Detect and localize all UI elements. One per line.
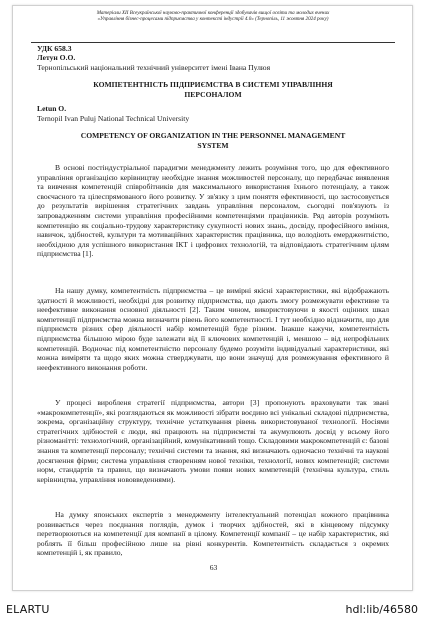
affiliation-ua: Тернопільський національний технічний університет імені Івана Пулюя [37, 63, 271, 72]
paragraph-2: На нашу думку, компетентність підприємства – це вимірні якісні характеристики, які відображають здатності й можливості, необхідні для розвитку підприємства, що дають змогу розмежувати ефективне та неефективне виконання основної діяльності [2]. Таким чином, використовуючи в якості оцінних шкал компетенції підприємства можна визначити рівень його компетентності. І тут необхідно відзначити, що для підприємств різних сфер діяльності набір компетенцій буде різним. Інакше кажучи, компетентність підприємства більшою мірою буде залежати від її ключових компетенцій і, меншою – від непрофільних компетенцій. Водночас під компетентністю персоналу будемо розуміти індивідуальні характеристики, які можна виміряти та щодо яких можна стверджувати, що вони значущі для розмежування ефективного й неефективного виконання роботи. [37, 286, 389, 372]
document-page [12, 5, 413, 591]
paragraph-4: На думку японських експертів з менеджменту інтелектуальний потенціал кожного працівника розвивається через поєднання поглядів, думок і творчих здібностей, які в кінцевому підсумку перетворюються на компетенції для компанії в цілому. Компетенції компанії – це набір характеристик, які роблять її більш професійною лише на рівні конкурентів. Компетентність складається з окремих компетенцій і, як правило, [37, 510, 389, 558]
paragraph-1: В основі постіндустріальної парадигми менеджменту лежить розуміння того, що для ефективного управління організацією керівництву необхідне знання можливостей персоналу, що передбачає виявлення та вивчення компетенцій співробітників для максимального використання їхнього потенціалу, а також своєчасного та цілеспрямованого його розвитку. У зв'язку з цим поняття ефективності, що застосовується до результатів вирішення стратегічних завдань управління персоналом, сьогодні пов'язують із запровадженням системи управління професійними компетенціями працівників. Ряд авторів розуміють компетенцію як соціально-трудову характеристику сукупності нових знань, досвіду, професійного вміння, навичок, здібностей, культури та мотиваційних характеристик працівника, що володіють емерджентністю, необхідною для успішного використання ІКТ і цифрових технологій, та відповідають стратегічним цілям підприємства [1]. [37, 163, 389, 259]
udc-code: УДК 658.3 [37, 44, 72, 53]
title-en [37, 131, 389, 150]
paragraph-3: У процесі виробленя стратегії підприємства, автори [3] пропонують враховувати так звані «макрокомпетенції», які розглядаються як можливості зібрати воєдино всі унікальні складові підприємства, зокрема, організаційну структуру, технічне устаткування рівень використовуваної технології. Носіями стратегічних здібностей є люди, які працюють на підприємстві та акумулюють досвід у всьому його різноманітті: технологічний, організаційний, комунікативний тощо. Складовими макрокомпетенцій є: базові знання та компетенції персоналу; технічні системи та знання, які визначають одночасно технічні та наукові досягнення фірми; система управління створенням нової техніки, технології, нових компетенцій; системи норм, стандартів та правил, що визначають умови появи нових компетенцій (технічна культура, стиль керівництва, управління нововведеннями). [37, 398, 389, 484]
header-line-1: Матеріали XII Всеукраїнської науково-практичної конференції здобувачів вищої освіти та молодих вчених [96, 10, 330, 16]
title-ua-line-1: КОМПЕТЕНТНІСТЬ ПІДПРИЄМСТВА В СИСТЕМІ УПРАВЛІННЯ [93, 80, 333, 89]
author-en: Letun O. [37, 104, 67, 113]
affiliation-en: Ternopil Ivan Puluj National Technical University [37, 114, 190, 123]
title-en-line-1: COMPETENCY OF ORGANIZATION IN THE PERSONNEL MANAGEMENT [80, 131, 346, 140]
title-ua-line-2: ПЕРСОНАЛОМ [184, 89, 242, 99]
handle-label: hdl:lib/46580 [345, 603, 418, 616]
header-rule [31, 42, 395, 43]
repository-label: ELARTU [6, 603, 50, 616]
header-line-2: «Управління бізнес-процесами підприємства у контексті індустрії 4.0» (Тернопіль, 11 жовтня 2024 року) [97, 16, 329, 23]
title-en-line-2: SYSTEM [197, 140, 229, 150]
title-ua [37, 80, 389, 99]
archive-footer [0, 594, 424, 620]
author-ua: Летун О.О. [37, 53, 76, 62]
conference-header [31, 10, 395, 22]
page-number: 63 [209, 563, 218, 572]
